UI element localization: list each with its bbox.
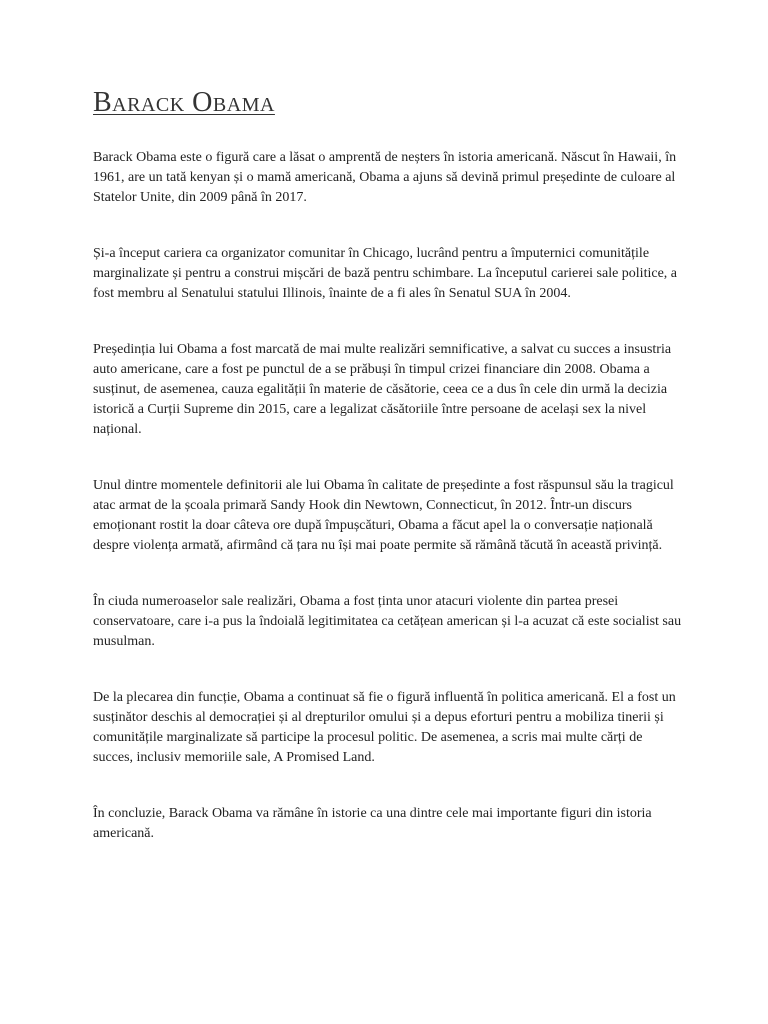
document-title: Barack Obama: [93, 87, 275, 118]
paragraph-early-career: Și-a început cariera ca organizator comunitar în Chicago, lucrând pentru a împuternici comunitățile marginalizate și pentru a construi mișcări de bază pentru schimbare. La începutul carierei sale politice, a fost membru al Senatului statului Illinois, înainte de a fi ales în Senatul SUA în 2004.: [93, 245, 677, 301]
document-page: [93, 86, 683, 880]
paragraph-presidency: Președinția lui Obama a fost marcată de mai multe realizări semnificative, a salvat cu succes a insustria auto americane, care a fost pe punctul de a se prăbuși în timpul crizei financiare din 2008. Obama a susținut, de asemenea, cauza egalității în materie de căsătorie, ceea ce a dus în cele din urmă la decizia istorică a Curții Supreme din 2015, care a legalizat căsătoriile între persoane de același sex la nivel național.: [93, 341, 672, 437]
paragraph-criticism: În ciuda numeroaselor sale realizări, Obama a fost ținta unor atacuri violente din partea presei conservatoare, care i-a pus la îndoială legitimitatea ca cetățean american și l-a acuzat că este socialist sau musulman.: [93, 593, 682, 649]
paragraph-sandy-hook: Unul dintre momentele definitorii ale lui Obama în calitate de președinte a fost răspunsul său la tragicul atac armat de la școala primară Sandy Hook din Newtown, Connecticut, în 2012. Într-un discurs emoționant rostit la doar câteva ore după împușcături, Obama a făcut apel la o conversație națională despre violența armată, afirmând că țara nu își mai poate permite să rămână tăcută în această privință.: [93, 477, 674, 553]
paragraph-birth: Barack Obama este o figură care a lăsat o amprentă de neșters în istoria americană. Născut în Hawaii, în 1961, are un tată kenyan și o mamă americană, Obama a ajuns să devină primul președinte de culoare al Statelor Unite, din 2009 până în 2017.: [93, 149, 677, 205]
paragraph-post-presidency: De la plecarea din funcție, Obama a continuat să fie o figură influentă în politica americană. El a fost un susținător deschis al democrației și al drepturilor omului și a depus eforturi pentru a mobiliza tinerii și comunitățile marginalizate să participe la procesul politic. De asemenea, a scris mai multe cărți de succes, inclusiv memoriile sale, A Promised Land.: [93, 689, 676, 765]
paragraph-conclusion: În concluzie, Barack Obama va rămâne în istorie ca una dintre cele mai importante figuri din istoria americană.: [93, 805, 652, 841]
